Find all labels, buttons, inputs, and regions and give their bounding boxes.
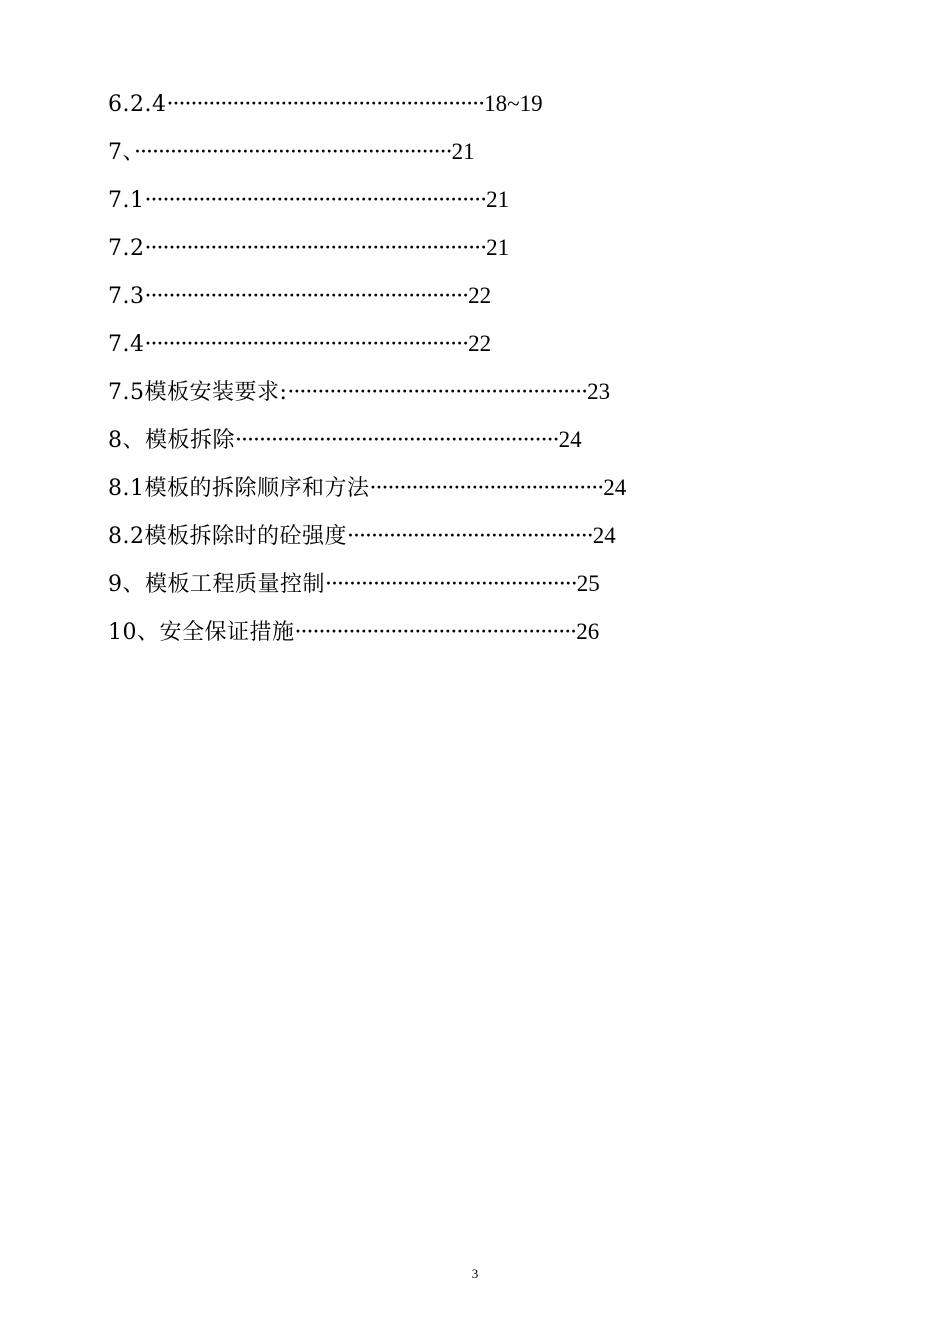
toc-entry-label: 8.2模板拆除时的砼强度 [108, 524, 347, 549]
toc-leader-dots: ········································· [347, 524, 593, 549]
toc-page-number: 21 [451, 139, 475, 164]
footer-page-number: 3 [471, 1266, 479, 1281]
toc-entry[interactable] [108, 128, 868, 176]
toc-leader-dots: ····················································· [166, 92, 485, 117]
toc-page-number: 24 [558, 427, 582, 452]
toc-entry-label: 8.1模板的拆除顺序和方法 [108, 476, 370, 501]
toc-page-number: 23 [587, 379, 611, 404]
toc-entry-label: 7.3 [108, 284, 145, 309]
toc-page-number: 24 [603, 475, 627, 500]
toc-entry[interactable] [108, 80, 868, 128]
toc-leader-dots: ······················································ [144, 284, 469, 309]
toc-leader-dots: ·········································· [325, 572, 577, 597]
toc-leader-dots: ························································· [144, 188, 487, 213]
toc-leader-dots: ······················································ [235, 428, 559, 453]
toc-entry[interactable] [108, 464, 868, 512]
toc-entry[interactable] [108, 368, 868, 416]
toc-page-number: 24 [592, 523, 616, 548]
toc-entry-label: 7、 [108, 140, 134, 165]
toc-page-number: 21 [486, 187, 510, 212]
toc-entry[interactable] [108, 608, 868, 656]
toc-entry-label: 7.1 [108, 188, 145, 213]
toc-entry-label: 10、安全保证措施 [108, 620, 295, 645]
toc-entry-label: 7.5模板安装要求: [108, 380, 288, 405]
toc-entry-label: 7.2 [108, 236, 145, 261]
toc-leader-dots: ······················································ [144, 332, 469, 357]
toc-entry[interactable] [108, 272, 868, 320]
toc-entry[interactable] [108, 224, 868, 272]
table-of-contents [108, 80, 868, 656]
toc-page-number: 26 [576, 619, 600, 644]
toc-entry[interactable] [108, 416, 868, 464]
toc-page-number: 22 [468, 283, 492, 308]
toc-entry[interactable] [108, 512, 868, 560]
toc-leader-dots: ··············································· [294, 620, 577, 645]
toc-entry[interactable] [108, 560, 868, 608]
toc-entry-label: 6.2.4 [108, 92, 167, 117]
toc-page-number: 18~19 [484, 91, 543, 116]
toc-entry[interactable] [108, 176, 868, 224]
toc-entry-label: 8、模板拆除 [108, 428, 235, 453]
toc-page-number: 22 [468, 331, 492, 356]
toc-leader-dots: ·················································· [287, 380, 588, 405]
toc-entry[interactable] [108, 320, 868, 368]
toc-leader-dots: ····················································· [134, 140, 452, 165]
toc-leader-dots: ························································· [144, 236, 487, 261]
toc-entry-label: 9、模板工程质量控制 [108, 572, 325, 597]
toc-entry-label: 7.4 [108, 332, 145, 357]
toc-page-number: 21 [486, 235, 510, 260]
toc-leader-dots: ······································· [369, 476, 604, 501]
toc-page-number: 25 [576, 571, 600, 596]
